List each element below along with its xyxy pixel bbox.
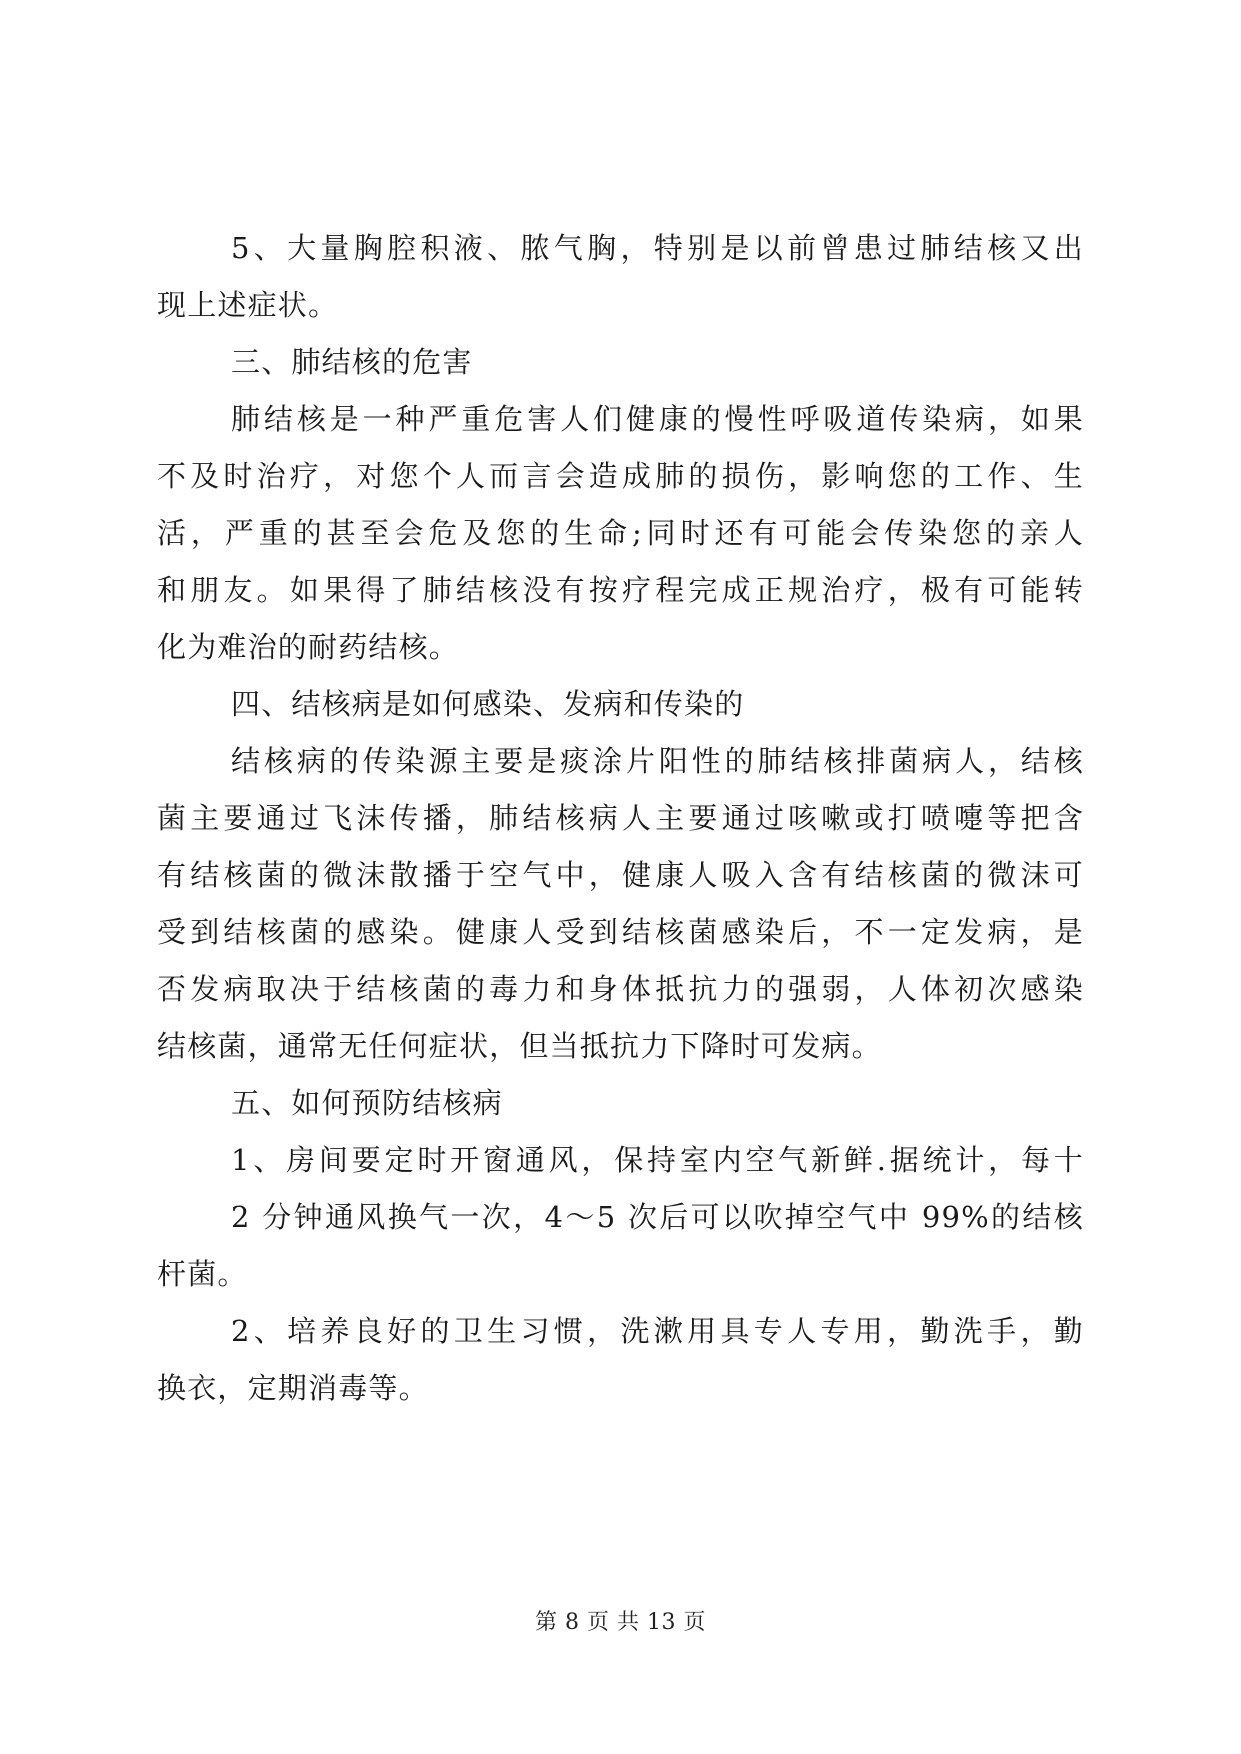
body-line: 结核菌，通常无任何症状，但当抵抗力下降时可发病。: [157, 1029, 882, 1063]
body-line: 否发病取决于结核菌的毒力和身体抵抗力的强弱，人体初次感染: [157, 972, 1084, 1006]
body-line: 5、大量胸腔积液、脓气胸，特别是以前曾患过肺结核又出: [231, 231, 1084, 265]
section-heading: 四、结核病是如何感染、发病和传染的: [231, 687, 745, 721]
body-line: 有结核菌的微沫散播于空气中，健康人吸入含有结核菌的微沫可: [157, 858, 1084, 892]
body-line: 2、培养良好的卫生习惯，洗漱用具专人专用，勤洗手，勤: [231, 1314, 1084, 1348]
section-heading: 五、如何预防结核病: [231, 1086, 503, 1120]
body-line: 不及时治疗，对您个人而言会造成肺的损伤，影响您的工作、生: [157, 459, 1084, 493]
body-line: 杆菌。: [157, 1257, 248, 1291]
body-line: 受到结核菌的感染。健康人受到结核菌感染后，不一定发病，是: [157, 915, 1084, 949]
body-line: 2 分钟通风换气一次，4～5 次后可以吹掉空气中 99%的结核: [231, 1200, 1084, 1234]
page-number-footer: 第 8 页 共 13 页: [535, 1610, 706, 1635]
section-heading: 三、肺结核的危害: [231, 345, 473, 379]
body-line: 活，严重的甚至会危及您的生命;同时还有可能会传染您的亲人: [157, 516, 1084, 550]
body-line: 肺结核是一种严重危害人们健康的慢性呼吸道传染病，如果: [231, 402, 1084, 436]
body-line: 化为难治的耐药结核。: [157, 630, 460, 664]
body-line: 1、房间要定时开窗通风，保持室内空气新鲜.据统计，每十: [231, 1143, 1084, 1177]
body-line: 换衣，定期消毒等。: [157, 1371, 429, 1405]
body-line: 结核病的传染源主要是痰涂片阳性的肺结核排菌病人，结核: [231, 744, 1084, 778]
body-line: 菌主要通过飞沫传播，肺结核病人主要通过咳嗽或打喷嚏等把含: [157, 801, 1084, 835]
body-line: 和朋友。如果得了肺结核没有按疗程完成正规治疗，极有可能转: [157, 573, 1084, 607]
body-line: 现上述症状。: [157, 288, 339, 322]
